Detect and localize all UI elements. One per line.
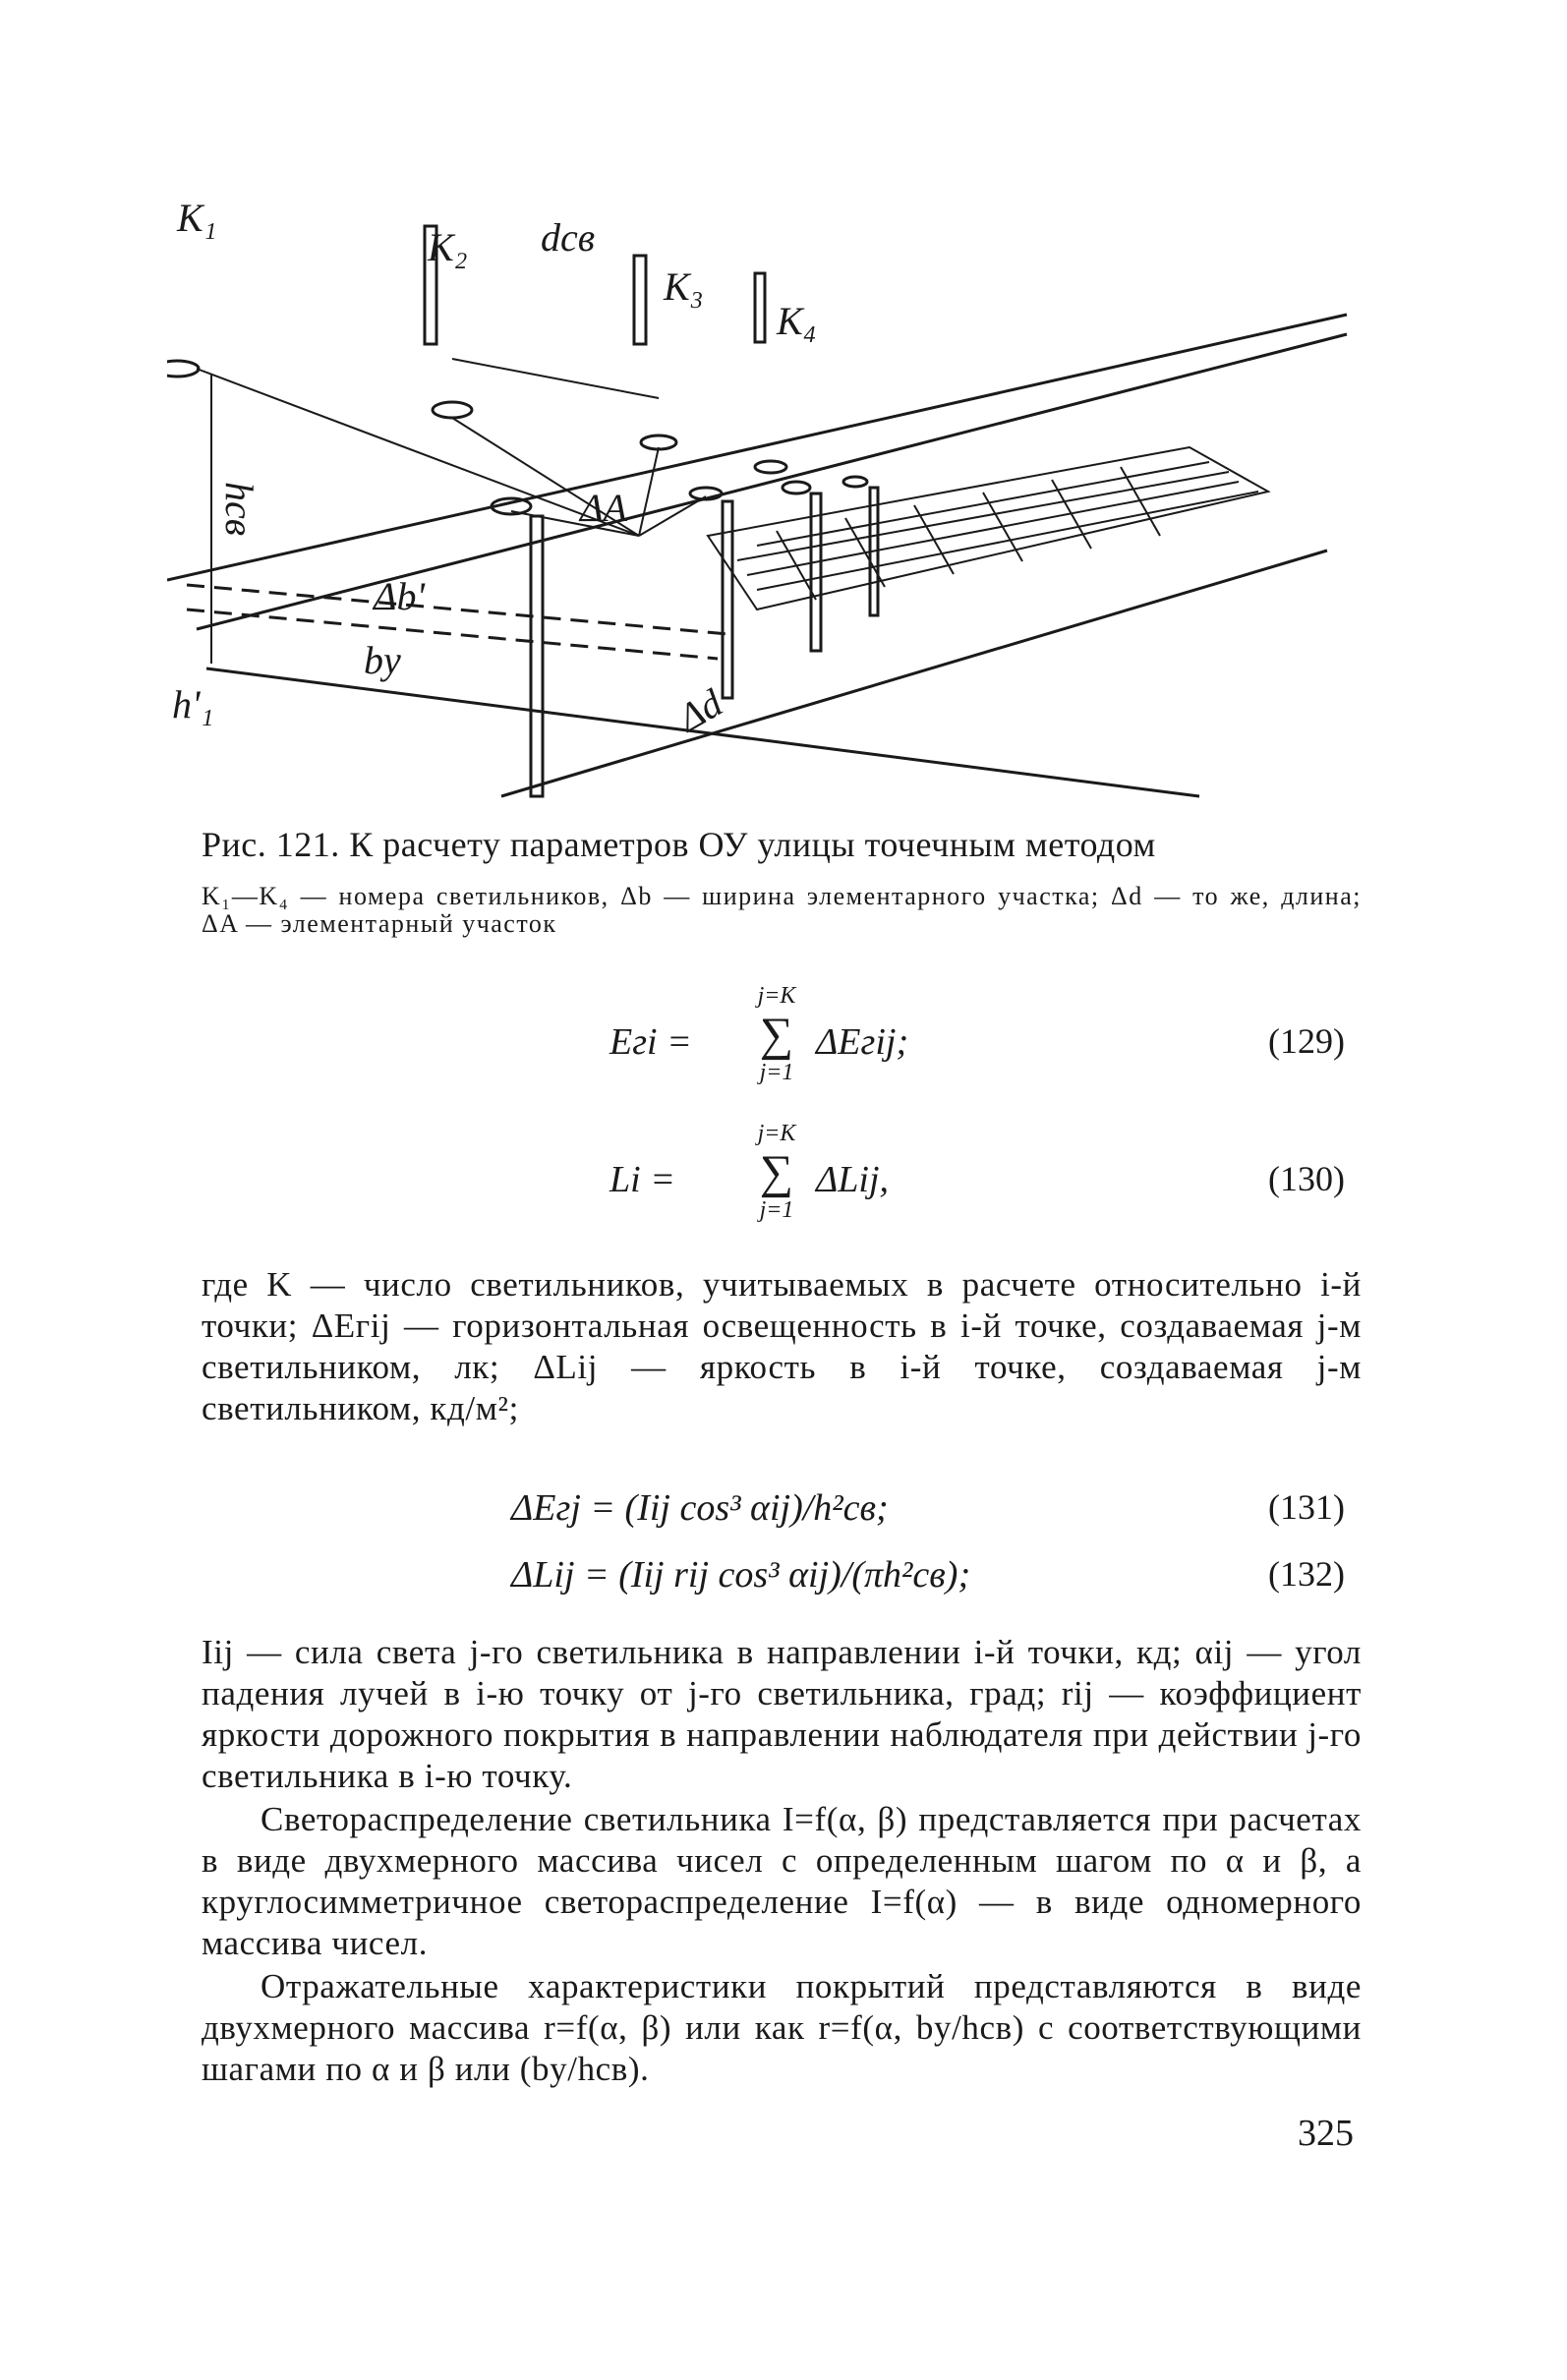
lamp-k2 — [433, 402, 472, 418]
paragraph-definitions: где K — число светильников, учитываемых в расчете относительно i-й точки; ΔEгij — горизонтальная освещенность в i-й точке, создаваемая j-м светильником, лк; ΔLij — яркость в i-й точке, создаваемая j-м светильником, кд/м²; — [202, 1265, 1362, 1427]
equation-132 — [0, 1553, 1567, 1612]
figure-caption: Рис. 121. К расчету параметров ОУ улицы точечным методом — [202, 825, 1156, 864]
pole-near-2 — [723, 501, 732, 698]
eq130-sum-top: j=K — [757, 1121, 796, 1146]
equation-129 — [0, 983, 1567, 1101]
lamp-k4 — [755, 461, 786, 473]
pole-k4 — [755, 273, 765, 342]
eq132-number: (132) — [1268, 1554, 1345, 1594]
eq129-lhs: Eгi = — [609, 1021, 692, 1063]
elementary-area-grid — [708, 447, 1268, 610]
eq129-rhs: ΔEгij; — [816, 1021, 909, 1063]
label-delta-b: Δb' — [374, 574, 426, 618]
label-delta-a: ΔA — [580, 486, 627, 530]
paragraph-symbols: Iij — сила света j-го светильника в направлении i-й точки, кд; αij — угол падения лучей в i-ю точку от j-го светильника, град; rij — коэффициент яркости дорожного покрытия в направлении наблюдателя при действии j-го светильника в i-ю точку. — [202, 1633, 1362, 1795]
sigma-icon: ∑ — [759, 1009, 794, 1061]
page-number: 325 — [1298, 2113, 1354, 2154]
eq129-sum-bottom: j=1 — [759, 1060, 794, 1085]
eq132-expr: ΔLij = (Iij rij cos³ αij)/(πh²св); — [511, 1554, 971, 1596]
eq130-sum — [747, 1121, 806, 1225]
dim-dsv-line — [452, 359, 659, 398]
label-hsv: hсв — [217, 482, 261, 537]
equation-131 — [0, 1486, 1567, 1545]
eq131-number: (131) — [1268, 1487, 1345, 1527]
pole-near-1 — [531, 516, 543, 796]
lamp-k3 — [641, 435, 676, 449]
figure-legend: K₁—K₄ — номера светильников, Δb — ширина элементарного участка; Δd — то же, длина; ΔA — элементарный участок — [202, 882, 1362, 938]
far-edge-line — [167, 315, 1347, 580]
lamp-near-3 — [783, 482, 810, 493]
street-lighting-figure — [167, 197, 1376, 806]
label-h1: h'₁ — [172, 682, 214, 726]
label-by: bу — [364, 638, 401, 682]
label-k4: K₄ — [777, 299, 817, 343]
paragraph-reflection: Отражательные характеристики покрытий представляются в виде двухмерного массива r=f(α, β) или как r=f(α, bу/hсв) с соответствующими шагами по α и β или (bу/hсв). — [202, 1967, 1362, 2088]
eq130-rhs: ΔLij, — [816, 1159, 890, 1200]
light-rays — [197, 369, 706, 536]
label-k1: K₁ — [177, 197, 217, 240]
road-lane-line — [187, 610, 718, 659]
label-k3: K₃ — [664, 264, 704, 309]
label-dsv: dсв — [541, 215, 596, 260]
eq131-expr: ΔEгj = (Iij cos³ αij)/h²св; — [511, 1487, 889, 1529]
label-k2: K₂ — [428, 225, 468, 269]
eq130-sum-bottom: j=1 — [759, 1197, 794, 1223]
equation-130 — [0, 1121, 1567, 1239]
paragraph-light-distribution: Светораспределение светильника I=f(α, β) представляется при расчетах в виде двухмерного массива чисел с определенным шагом по α и β, а круглосимметричное светораспределение I=f(α) — в виде одномерного массива чисел. — [202, 1800, 1362, 1962]
eq129-sum — [747, 983, 806, 1087]
lamp-k1 — [167, 361, 199, 377]
eq129-sum-top: j=K — [757, 983, 796, 1009]
eq130-number: (130) — [1268, 1159, 1345, 1198]
lamp-near-4 — [843, 477, 867, 487]
pole-k3 — [634, 256, 646, 344]
pole-near-3 — [811, 493, 821, 651]
eq130-lhs: Li = — [609, 1159, 675, 1200]
eq129-number: (129) — [1268, 1021, 1345, 1061]
sigma-icon: ∑ — [759, 1146, 794, 1198]
label-delta-d: Δd — [670, 680, 730, 740]
